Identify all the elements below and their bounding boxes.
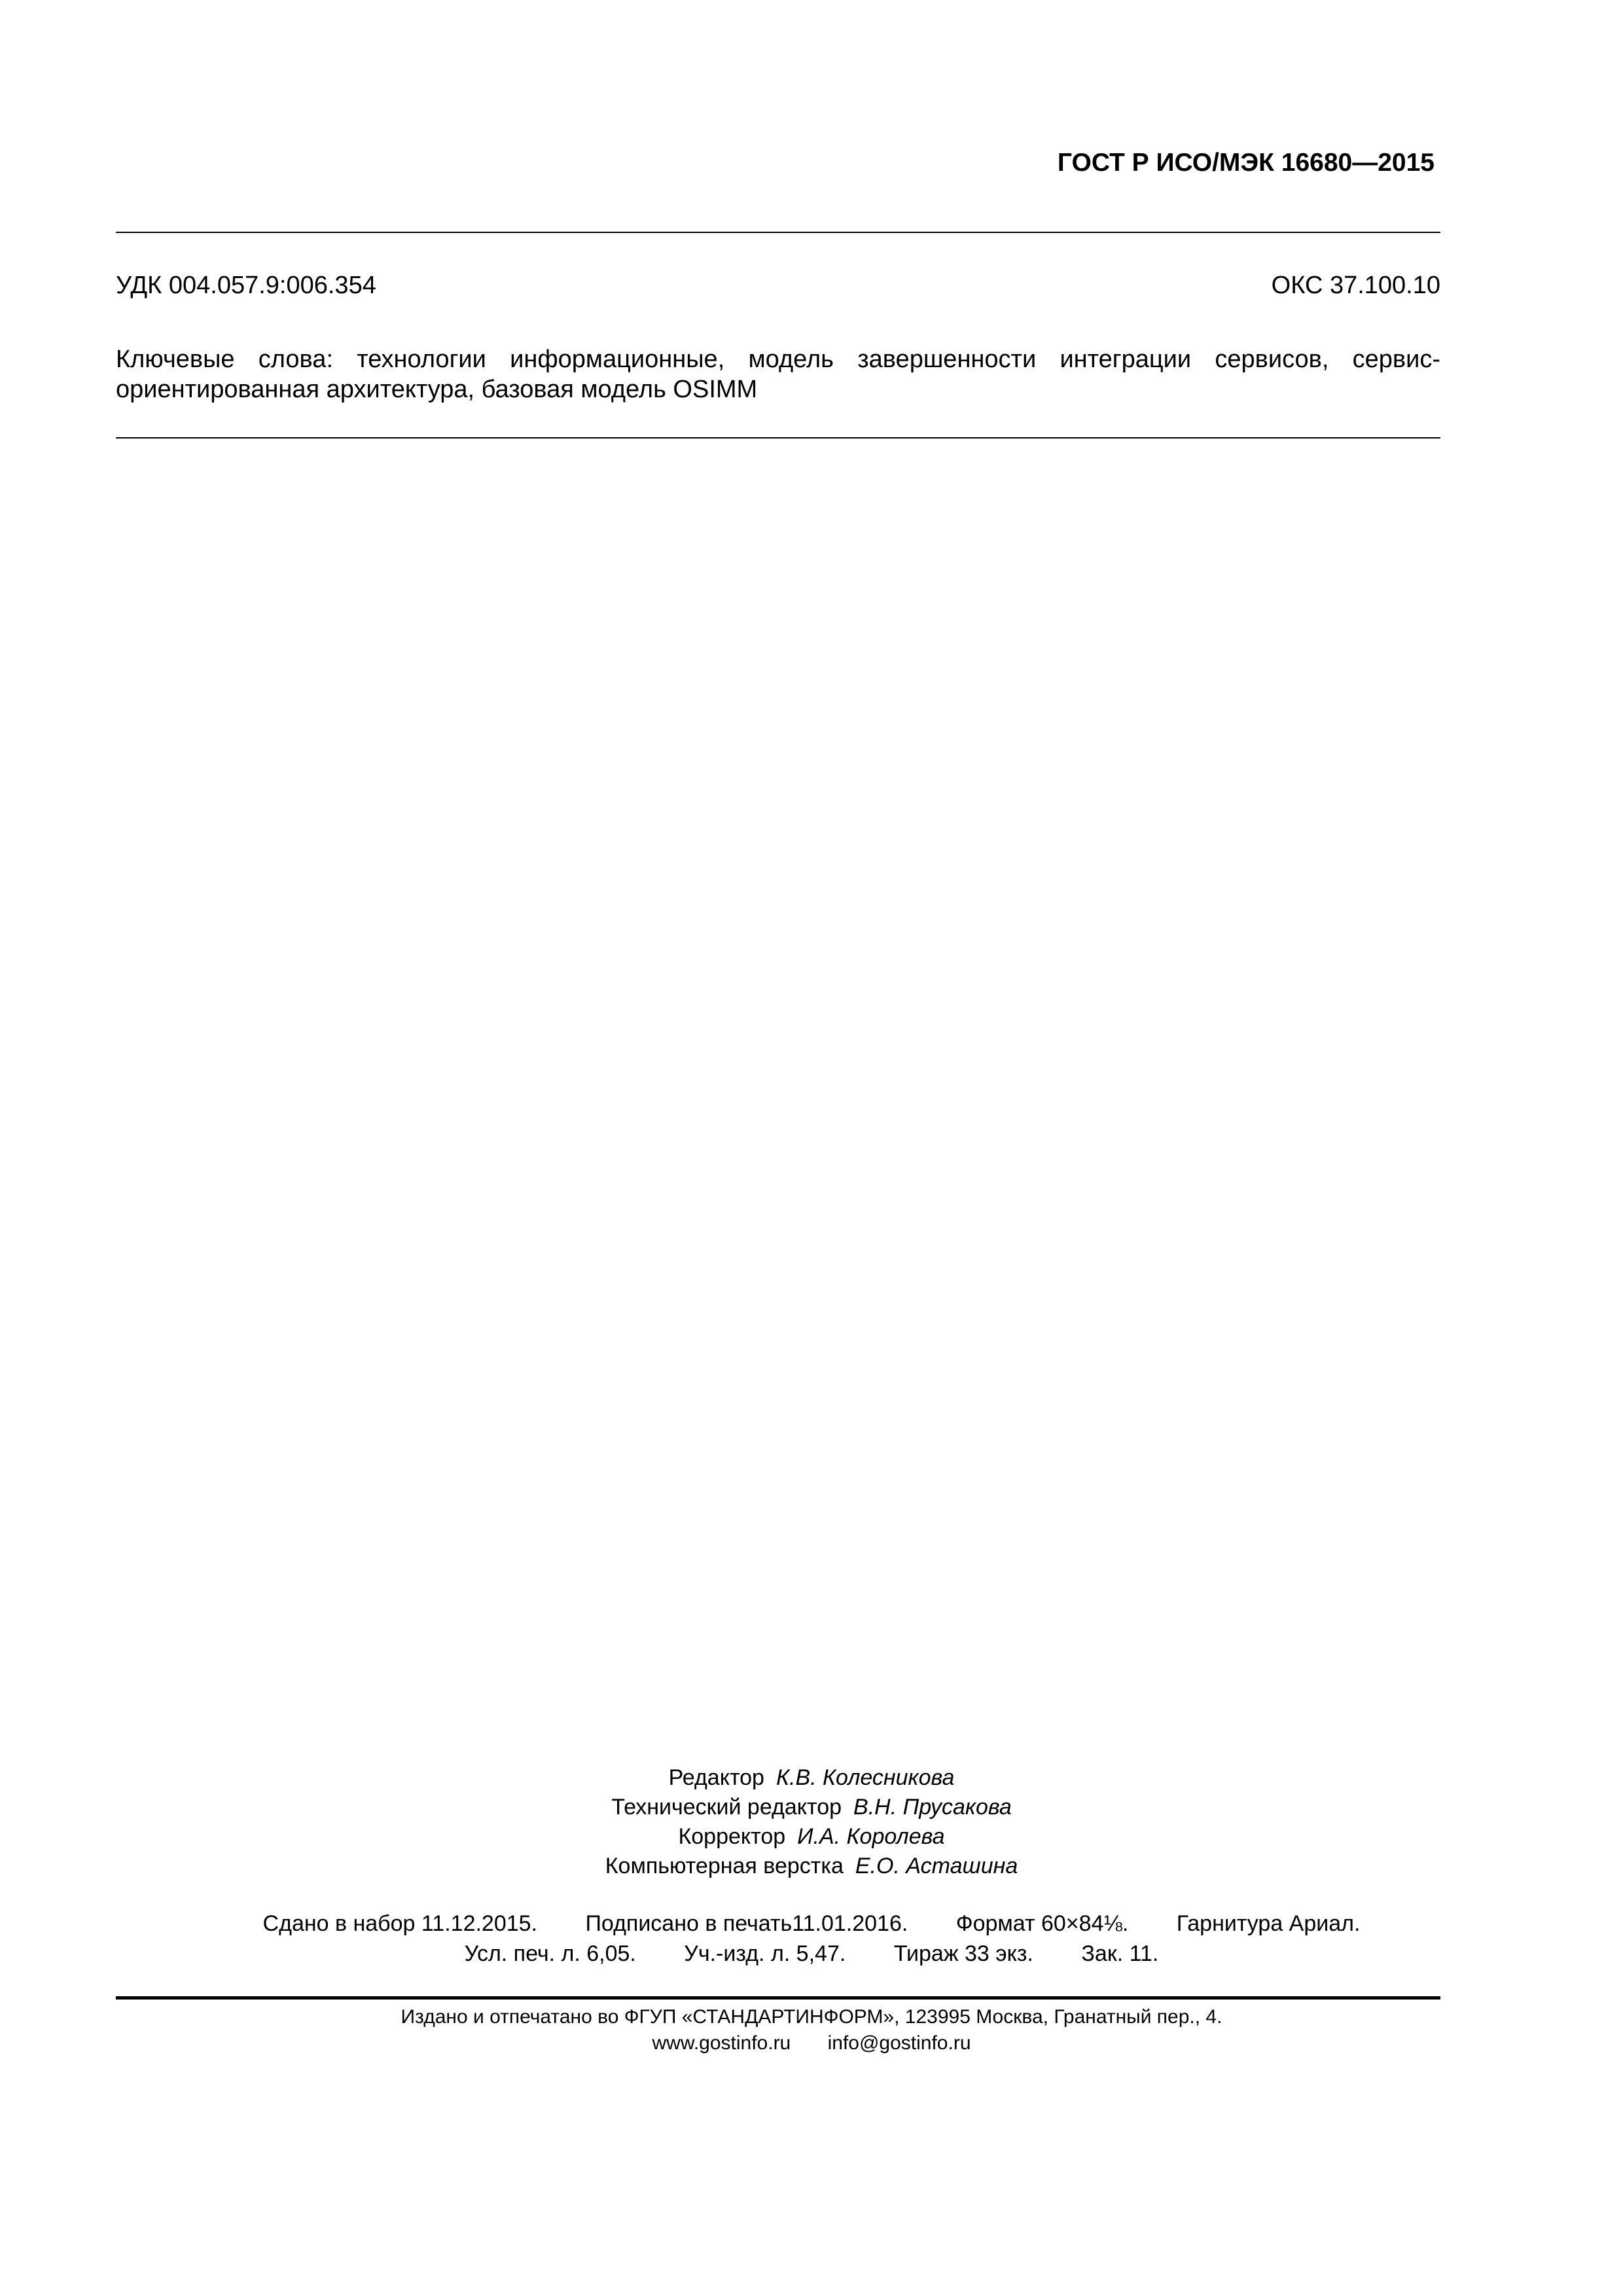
oks-code: ОКС 37.100.10 bbox=[1271, 272, 1440, 299]
publisher-sheets: Уч.-изд. л. 5,47. bbox=[684, 1941, 846, 1966]
editorial-staff bbox=[0, 1763, 1623, 1881]
typeset-date: Сдано в набор 11.12.2015. bbox=[262, 1911, 538, 1936]
document-title: ГОСТ Р ИСО/МЭК 16680—2015 bbox=[1057, 149, 1435, 177]
printed-sheets: Усл. печ. л. 6,05. bbox=[464, 1941, 636, 1966]
publisher-address: Издано и отпечатано во ФГУП «СТАНДАРТИНФОРМ», 123995 Москва, Гранатный пер., 4. bbox=[401, 2006, 1222, 2028]
website-link[interactable]: www.gostinfo.ru bbox=[652, 2032, 791, 2054]
staff-role: Корректор bbox=[678, 1824, 786, 1849]
imprint-line-1 bbox=[0, 1909, 1623, 1939]
imprint-details bbox=[0, 1909, 1623, 1969]
staff-name: К.В. Колесникова bbox=[776, 1765, 955, 1790]
order-number: Зак. 11. bbox=[1081, 1941, 1159, 1966]
typeface: Гарнитура Ариал. bbox=[1176, 1911, 1361, 1936]
print-run: Тираж 33 экз. bbox=[893, 1941, 1033, 1966]
publisher-contacts bbox=[0, 2030, 1623, 2056]
staff-name: Е.О. Асташина bbox=[855, 1854, 1018, 1878]
staff-name: И.А. Королева bbox=[797, 1824, 945, 1849]
publisher-info bbox=[0, 2004, 1623, 2056]
staff-role: Компьютерная верстка bbox=[605, 1854, 844, 1878]
email-link[interactable]: info@gostinfo.ru bbox=[827, 2032, 971, 2054]
paper-format: Формат 60×84⅛. bbox=[955, 1911, 1129, 1936]
bottom-divider bbox=[116, 1996, 1440, 2000]
staff-name: В.Н. Прусакова bbox=[853, 1795, 1012, 1820]
staff-row-editor bbox=[0, 1763, 1623, 1793]
print-signed-date: Подписано в печать11.01.2016. bbox=[585, 1911, 908, 1936]
keywords-paragraph: Ключевые слова: технологии информационные, модель завершенности интеграции сервисов, сервис-ориентированная архитектура, базовая модель OSIMM bbox=[116, 346, 1440, 403]
udk-code: УДК 004.057.9:006.354 bbox=[116, 272, 376, 299]
staff-row-proofreader bbox=[0, 1822, 1623, 1852]
top-divider bbox=[116, 232, 1440, 233]
staff-row-technical-editor bbox=[0, 1793, 1623, 1822]
keywords-divider bbox=[116, 437, 1440, 439]
imprint-line-2 bbox=[0, 1939, 1623, 1969]
staff-role: Редактор bbox=[668, 1765, 764, 1790]
staff-row-layout bbox=[0, 1852, 1623, 1881]
staff-role: Технический редактор bbox=[611, 1795, 842, 1820]
